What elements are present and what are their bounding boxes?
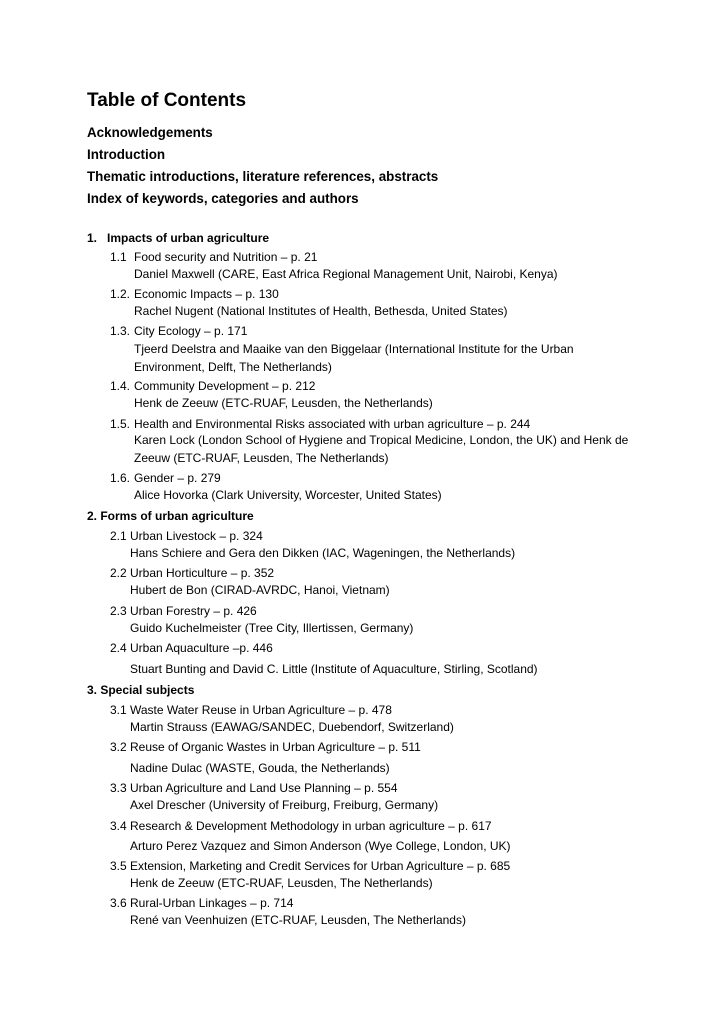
entry-authors: Arturo Perez Vazquez and Simon Anderson (Wye College, London, UK) — [130, 839, 511, 853]
entry-title: Urban Livestock – p. 324 — [130, 529, 263, 543]
entry-number: 3.4 — [110, 819, 127, 833]
entry-authors: Henk de Zeeuw (ETC-RUAF, Leusden, the Netherlands) — [134, 396, 433, 410]
entry-title: Research & Development Methodology in urban agriculture – p. 617 — [130, 819, 492, 833]
toc-front-introduction: Introduction — [87, 147, 166, 162]
entry-title: Community Development – p. 212 — [134, 379, 316, 393]
section-1-heading: 1. Impacts of urban agriculture — [87, 231, 270, 245]
entry-title: Urban Agriculture and Land Use Planning – p. 554 — [130, 781, 398, 795]
entry-title: Gender – p. 279 — [134, 471, 221, 485]
entry-authors: Axel Drescher (University of Freiburg, Freiburg, Germany) — [130, 798, 439, 812]
toc-front-index: Index of keywords, categories and authors — [87, 191, 359, 206]
entry-title: Food security and Nutrition – p. 21 — [134, 250, 318, 264]
entry-title: Reuse of Organic Wastes in Urban Agriculture – p. 511 — [130, 740, 421, 754]
entry-title: Urban Forestry – p. 426 — [130, 604, 257, 618]
entry-number: 2.3 — [110, 604, 127, 618]
entry-number: 1.6. — [110, 471, 131, 485]
page-title: Table of Contents — [87, 90, 247, 111]
entry-authors: René van Veenhuizen (ETC-RUAF, Leusden, The Netherlands) — [130, 913, 466, 927]
entry-number: 2.2 — [110, 566, 127, 580]
entry-authors: Hans Schiere and Gera den Dikken (IAC, Wageningen, the Netherlands) — [130, 546, 516, 560]
entry-authors: Martin Strauss (EAWAG/SANDEC, Duebendorf, Switzerland) — [130, 720, 454, 734]
entry-number: 1.1 — [110, 250, 127, 264]
entry-number: 2.4 — [110, 641, 127, 655]
entry-authors: Stuart Bunting and David C. Little (Institute of Aquaculture, Stirling, Scotland) — [130, 662, 538, 676]
entry-number: 3.5 — [110, 859, 127, 873]
entry-authors: Rachel Nugent (National Institutes of Health, Bethesda, United States) — [134, 304, 508, 318]
section-2-heading: 2. Forms of urban agriculture — [87, 509, 254, 523]
section-3-heading: 3. Special subjects — [87, 683, 195, 697]
entry-authors: Karen Lock (London School of Hygiene and Tropical Medicine, London, the UK) and Henk de — [134, 433, 629, 447]
entry-number: 3.2 — [110, 740, 127, 754]
entry-authors: Nadine Dulac (WASTE, Gouda, the Netherlands) — [130, 761, 390, 775]
entry-number: 1.4. — [110, 379, 131, 393]
entry-number: 1.5. — [110, 417, 131, 431]
toc-front-acknowledgements: Acknowledgements — [87, 125, 213, 140]
entry-authors-continued: Environment, Delft, The Netherlands) — [134, 360, 332, 374]
entry-title: Urban Aquaculture –p. 446 — [130, 641, 273, 655]
entry-authors-continued: Zeeuw (ETC-RUAF, Leusden, The Netherlands) — [134, 451, 389, 465]
entry-title: Economic Impacts – p. 130 — [134, 287, 279, 301]
toc-front-thematic: Thematic introductions, literature references, abstracts — [87, 169, 439, 184]
entry-authors: Alice Hovorka (Clark University, Worcester, United States) — [134, 488, 442, 502]
entry-authors: Tjeerd Deelstra and Maaike van den Biggelaar (International Institute for the Urban — [134, 342, 574, 356]
entry-number: 2.1 — [110, 529, 127, 543]
entry-authors: Hubert de Bon (CIRAD-AVRDC, Hanoi, Vietnam) — [130, 583, 390, 597]
entry-title: Extension, Marketing and Credit Services for Urban Agriculture – p. 685 — [130, 859, 511, 873]
entry-number: 3.6 — [110, 896, 127, 910]
entry-authors: Guido Kuchelmeister (Tree City, Illertissen, Germany) — [130, 621, 414, 635]
entry-title: Rural-Urban Linkages – p. 714 — [130, 896, 294, 910]
entry-title: Health and Environmental Risks associated with urban agriculture – p. 244 — [134, 417, 531, 431]
entry-title: City Ecology – p. 171 — [134, 324, 248, 338]
entry-number: 3.1 — [110, 703, 127, 717]
entry-authors: Henk de Zeeuw (ETC-RUAF, Leusden, The Netherlands) — [130, 876, 433, 890]
entry-title: Waste Water Reuse in Urban Agriculture – p. 478 — [130, 703, 392, 717]
entry-number: 1.3. — [110, 324, 131, 338]
entry-number: 1.2. — [110, 287, 131, 301]
entry-number: 3.3 — [110, 781, 127, 795]
entry-title: Urban Horticulture – p. 352 — [130, 566, 275, 580]
entry-authors: Daniel Maxwell (CARE, East Africa Regional Management Unit, Nairobi, Kenya) — [134, 267, 558, 281]
